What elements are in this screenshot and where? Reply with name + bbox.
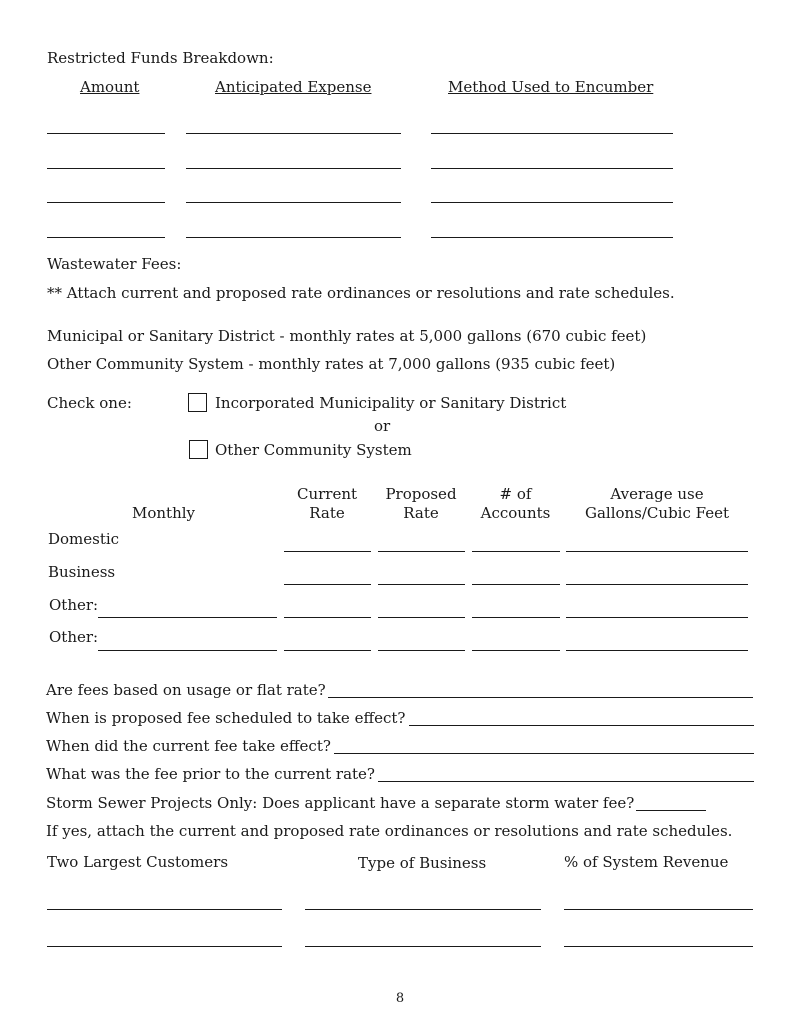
usage-blank[interactable] — [566, 650, 748, 651]
incorporated-municipality-checkbox[interactable] — [188, 393, 207, 412]
accounts-blank[interactable] — [472, 551, 560, 552]
header-accounts-line1: # of — [499, 485, 532, 503]
other-community-label: Other Community System — [215, 441, 412, 459]
column-header-amount: Amount — [80, 78, 140, 96]
other-community-checkbox[interactable] — [189, 440, 208, 459]
proposed-effective-blank[interactable] — [409, 725, 754, 726]
current-rate-blank[interactable] — [284, 617, 371, 618]
expense-blank[interactable] — [186, 168, 401, 169]
question-fee-basis: Are fees based on usage or flat rate? — [46, 681, 326, 699]
method-blank[interactable] — [431, 202, 673, 203]
revenue-percent-blank[interactable] — [564, 909, 753, 910]
attach-note: ** Attach current and proposed rate ordinances or resolutions and rate schedules. — [47, 284, 675, 302]
page-number: 8 — [395, 991, 405, 1006]
column-header-anticipated-expense: Anticipated Expense — [215, 78, 372, 96]
current-effective-blank[interactable] — [334, 753, 754, 754]
community-rate-line: Other Community System - monthly rates at 7,000 gallons (935 cubic feet) — [47, 355, 616, 373]
expense-blank[interactable] — [186, 133, 401, 134]
attach-if-yes-note: If yes, attach the current and proposed rate ordinances or resolutions and rate schedules. — [46, 822, 733, 840]
business-type-blank[interactable] — [305, 909, 541, 910]
header-current-line1: Current — [296, 485, 358, 503]
method-blank[interactable] — [431, 237, 673, 238]
header-usage-line2: Gallons/Cubic Feet — [584, 504, 730, 522]
header-accounts-line2: Accounts — [480, 504, 551, 522]
accounts-blank[interactable] — [472, 584, 560, 585]
prior-fee-blank[interactable] — [378, 781, 754, 782]
question-prior-fee: What was the fee prior to the current rate? — [46, 765, 375, 783]
proposed-rate-blank[interactable] — [378, 584, 465, 585]
header-system-revenue: % of System Revenue — [564, 853, 729, 871]
amount-blank[interactable] — [47, 133, 165, 134]
proposed-rate-blank[interactable] — [378, 650, 465, 651]
header-proposed-rate — [377, 485, 465, 523]
customer-name-blank[interactable] — [47, 909, 282, 910]
header-current-line2: Rate — [309, 504, 345, 522]
fee-basis-blank[interactable] — [328, 697, 753, 698]
question-current-effective: When did the current fee take effect? — [46, 737, 331, 755]
header-usage-line1: Average use — [610, 485, 704, 503]
incorporated-municipality-label: Incorporated Municipality or Sanitary District — [215, 394, 567, 412]
accounts-blank[interactable] — [472, 650, 560, 651]
question-storm-water-fee: Storm Sewer Projects Only: Does applicant have a separate storm water fee? — [46, 794, 635, 812]
restricted-funds-title: Restricted Funds Breakdown: — [47, 49, 274, 67]
proposed-rate-blank[interactable] — [378, 617, 465, 618]
header-largest-customers: Two Largest Customers — [47, 853, 229, 871]
row-label-domestic: Domestic — [48, 530, 120, 548]
header-monthly: Monthly — [132, 504, 196, 522]
amount-blank[interactable] — [47, 168, 165, 169]
method-blank[interactable] — [431, 133, 673, 134]
proposed-rate-blank[interactable] — [378, 551, 465, 552]
header-proposed-line2: Rate — [403, 504, 439, 522]
row-label-other: Other: — [49, 628, 99, 646]
header-current-rate — [283, 485, 371, 523]
row-label-other: Other: — [49, 596, 99, 614]
header-type-of-business: Type of Business — [358, 854, 487, 872]
municipal-rate-line: Municipal or Sanitary District - monthly rates at 5,000 gallons (670 cubic feet) — [47, 327, 647, 345]
other-description-blank[interactable] — [98, 650, 277, 651]
revenue-percent-blank[interactable] — [564, 946, 753, 947]
amount-blank[interactable] — [47, 237, 165, 238]
or-label: or — [374, 417, 391, 435]
header-average-use — [566, 485, 748, 523]
current-rate-blank[interactable] — [284, 584, 371, 585]
method-blank[interactable] — [431, 168, 673, 169]
accounts-blank[interactable] — [472, 617, 560, 618]
question-proposed-effective: When is proposed fee scheduled to take effect? — [46, 709, 406, 727]
check-one-label: Check one: — [47, 394, 132, 412]
header-proposed-line1: Proposed — [385, 485, 457, 503]
usage-blank[interactable] — [566, 551, 748, 552]
other-description-blank[interactable] — [98, 617, 277, 618]
expense-blank[interactable] — [186, 237, 401, 238]
usage-blank[interactable] — [566, 617, 748, 618]
customer-name-blank[interactable] — [47, 946, 282, 947]
header-accounts — [471, 485, 560, 523]
row-label-business: Business — [48, 563, 116, 581]
usage-blank[interactable] — [566, 584, 748, 585]
storm-water-fee-blank[interactable] — [636, 810, 706, 811]
current-rate-blank[interactable] — [284, 650, 371, 651]
expense-blank[interactable] — [186, 202, 401, 203]
wastewater-fees-title: Wastewater Fees: — [47, 255, 182, 273]
current-rate-blank[interactable] — [284, 551, 371, 552]
column-header-method: Method Used to Encumber — [448, 78, 654, 96]
business-type-blank[interactable] — [305, 946, 541, 947]
amount-blank[interactable] — [47, 202, 165, 203]
